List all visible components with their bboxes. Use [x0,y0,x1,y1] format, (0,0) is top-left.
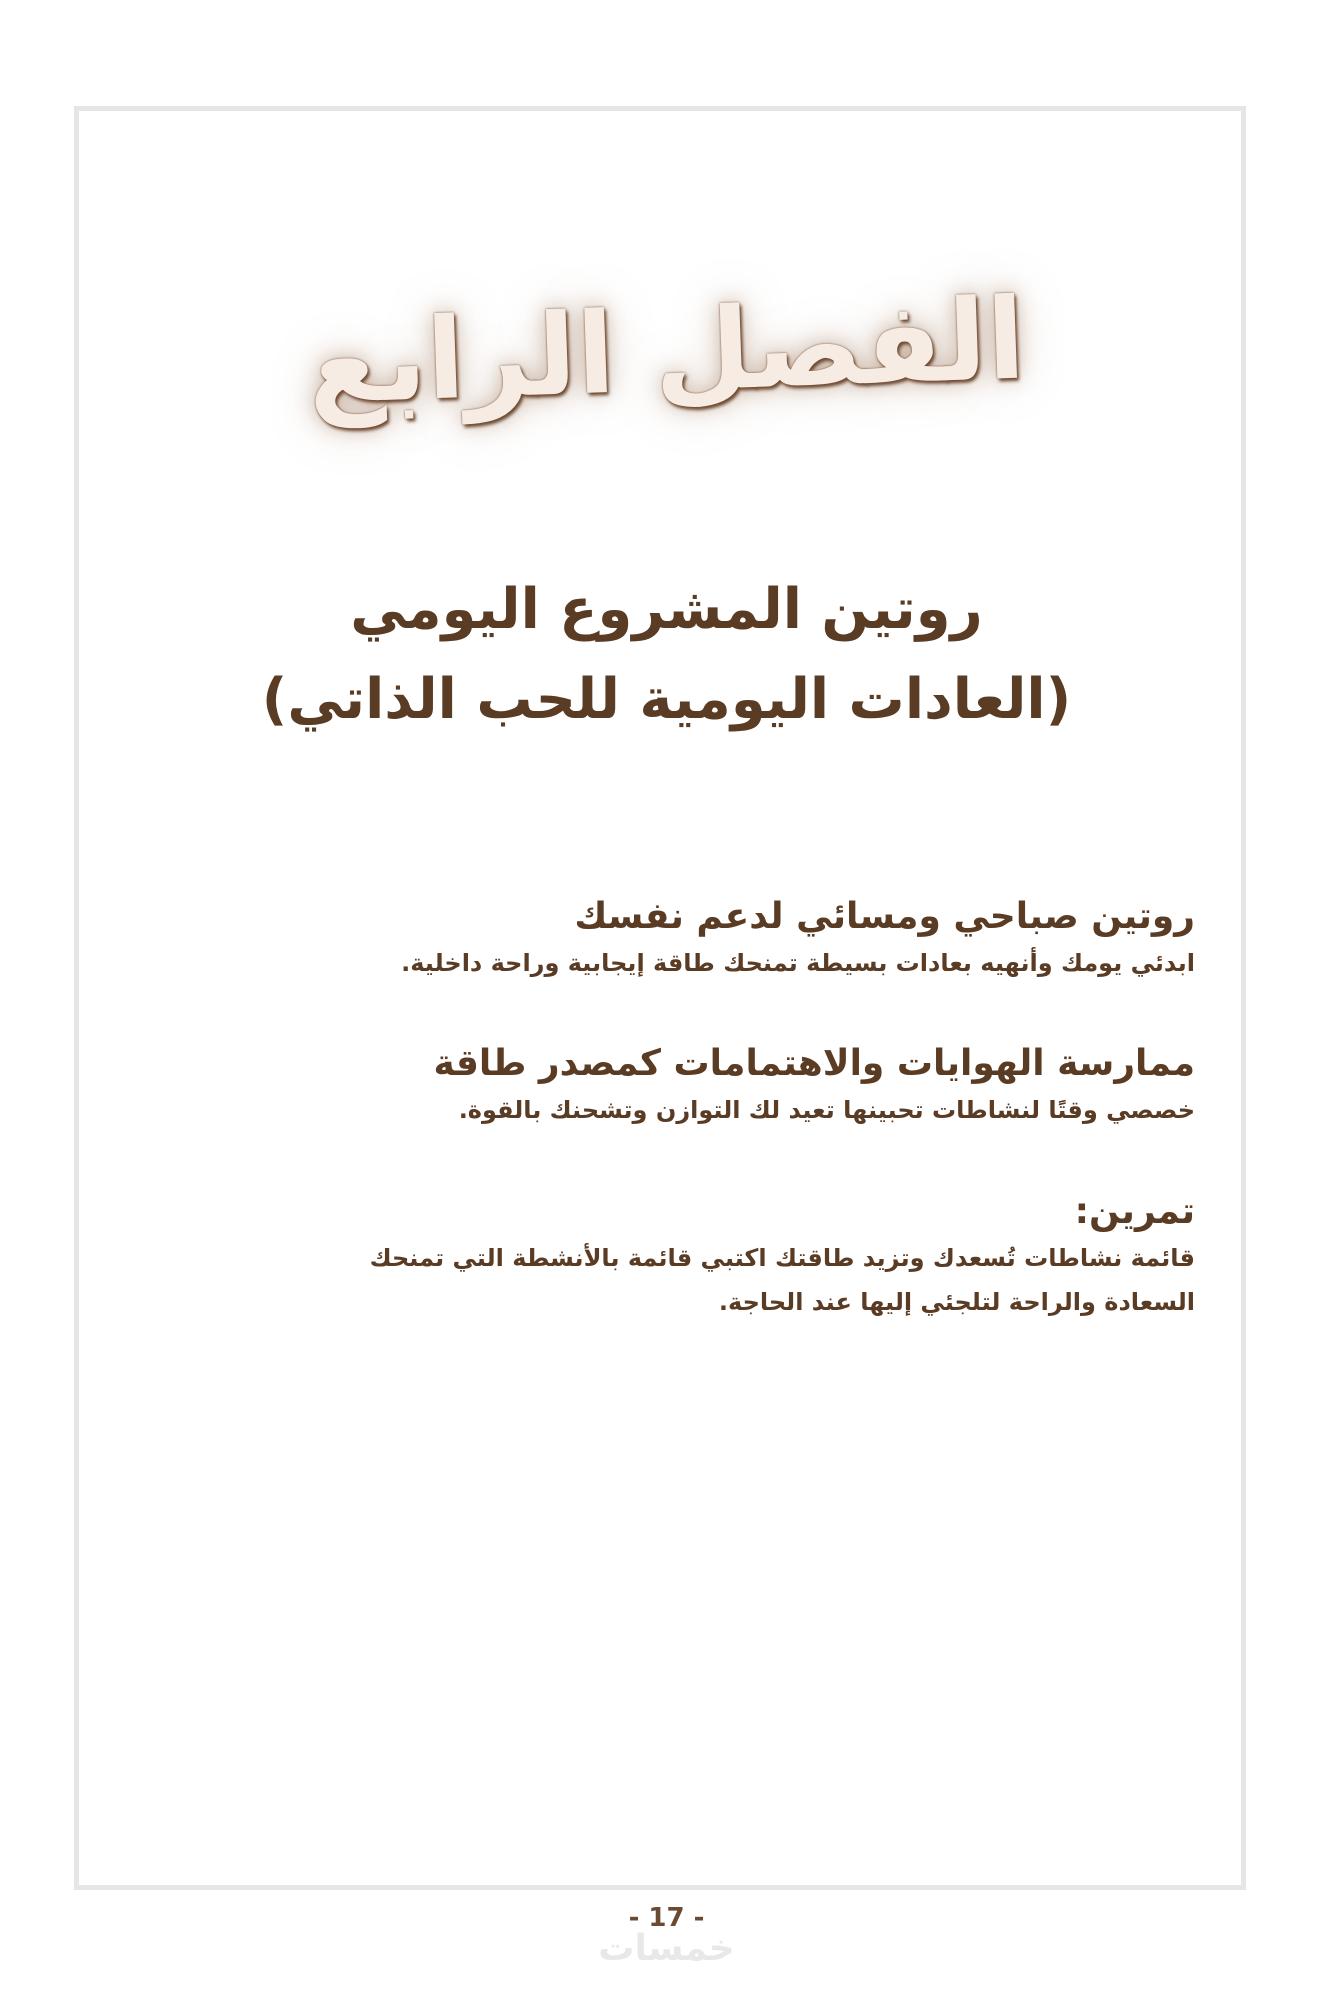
page-number: - 17 - [628,1903,705,1933]
main-title-line-1: روتين المشروع اليومي [350,577,983,642]
watermark: خمسات [598,1928,735,1969]
section-exercise [135,1188,1195,1324]
section-hobbies [135,1040,1195,1132]
section-body: خصصي وقتًا لنشاطات تحبينها تعيد لك التوازن وتشحنك بالقوة. [458,1096,1195,1124]
section-heading: ممارسة الهوايات والاهتمامات كمصدر طاقة [433,1043,1195,1084]
section-body-line-1: قائمة نشاطات تُسعدك وتزيد طاقتك اكتبي قائمة بالأنشطة التي تمنحك [369,1244,1195,1272]
chapter-title: الفصل الرابع [305,274,1028,430]
section-morning-evening-routine [135,893,1195,985]
section-body-line-2: السعادة والراحة لتلجئي إليها عند الحاجة. [718,1288,1195,1316]
main-title-block [0,565,1333,745]
section-heading: تمرين: [1074,1191,1195,1232]
section-body: ابدئي يومك وأنهيه بعادات بسيطة تمنحك طاقة إيجابية وراحة داخلية. [401,949,1195,977]
section-heading: روتين صباحي ومسائي لدعم نفسك [574,896,1195,937]
main-title-line-2: (العادات اليومية للحب الذاتي) [261,667,1072,732]
